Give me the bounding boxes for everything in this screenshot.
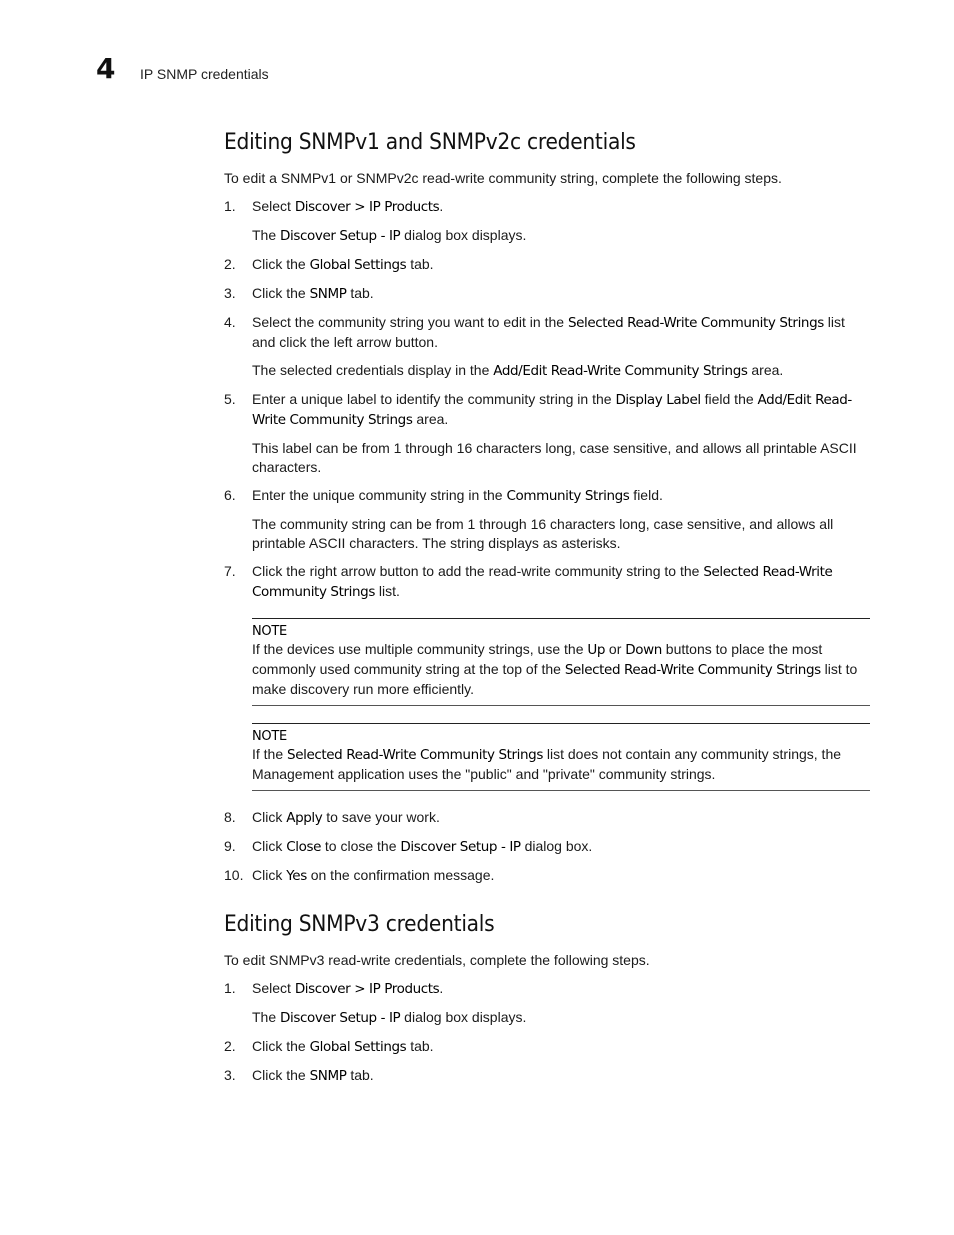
section-intro: To edit SNMPv3 read-write credentials, complete the following steps. xyxy=(224,952,650,968)
step-text: tab. xyxy=(346,1067,374,1083)
note-span: list to make discovery run more efficiently. xyxy=(252,661,858,697)
step-text: Click the xyxy=(252,1067,310,1083)
step-3 xyxy=(224,1066,870,1086)
document-body xyxy=(224,130,870,1095)
ui-term: Discover > IP Products xyxy=(294,199,440,215)
step-number: 7. xyxy=(224,563,236,579)
ui-term: Down xyxy=(625,642,662,658)
step-number: 8. xyxy=(224,809,236,825)
running-header: IP SNMP credentials xyxy=(140,66,269,82)
ui-term: Community Strings xyxy=(506,488,630,504)
step-text: Click the xyxy=(252,256,310,272)
step-number: 3. xyxy=(224,285,236,301)
ui-term: Close xyxy=(286,839,322,855)
step-text: Click the right arrow button to add the read-write community string to the xyxy=(252,563,704,579)
step-detail: This label can be from 1 through 16 characters long, case sensitive, and allows all printable ASCII characters. xyxy=(252,440,857,475)
section-title: Editing SNMPv1 and SNMPv2c credentials xyxy=(224,130,636,155)
ui-term: SNMP xyxy=(309,286,347,302)
step-result xyxy=(252,361,870,381)
note-text xyxy=(252,640,870,699)
ui-term: Discover Setup - IP xyxy=(280,228,401,244)
step-text: The selected credentials display in the xyxy=(252,362,494,378)
note-box xyxy=(252,618,870,706)
step-5 xyxy=(224,390,870,477)
note-span: or xyxy=(605,641,626,657)
step-text: field the xyxy=(700,391,758,407)
step-text: . xyxy=(439,198,444,214)
ui-term: Add/Edit Read-Write Community Strings xyxy=(252,392,852,428)
step-number: 5. xyxy=(224,391,236,407)
step-text: Select xyxy=(252,198,295,214)
step-text: The xyxy=(252,1009,281,1025)
step-text: on the confirmation message. xyxy=(306,867,495,883)
step-text: Click xyxy=(252,838,287,854)
section-snmpv3 xyxy=(224,912,870,1086)
step-text: to save your work. xyxy=(322,809,440,825)
step-text: Click xyxy=(252,867,287,883)
note-span: If the devices use multiple community strings, use the xyxy=(252,641,588,657)
step-number: 9. xyxy=(224,838,236,854)
step-text: field. xyxy=(629,487,663,503)
step-text: area. xyxy=(412,411,449,427)
step-1 xyxy=(224,197,870,246)
step-number: 2. xyxy=(224,1038,236,1054)
step-1 xyxy=(224,979,870,1028)
note-span: If the xyxy=(252,746,288,762)
step-7 xyxy=(224,562,870,791)
step-number: 10. xyxy=(224,867,244,883)
step-number: 6. xyxy=(224,487,236,503)
ui-term: Selected Read-Write Community Strings xyxy=(567,315,824,331)
ui-term: Yes xyxy=(286,868,307,884)
step-text: tab. xyxy=(406,1038,434,1054)
step-2 xyxy=(224,255,870,275)
step-text: list and click the left arrow button. xyxy=(252,314,845,350)
step-6 xyxy=(224,486,870,553)
ui-term: Add/Edit Read-Write Community Strings xyxy=(493,363,748,379)
step-text: . xyxy=(439,980,444,996)
step-text: Click xyxy=(252,809,287,825)
step-text: The xyxy=(252,227,281,243)
step-number: 1. xyxy=(224,980,236,996)
note-span: buttons to place the most commonly used community string at the top of the xyxy=(252,641,823,677)
ui-term: Discover Setup - IP xyxy=(400,839,521,855)
procedure-list xyxy=(224,979,870,1086)
step-text: tab. xyxy=(406,256,434,272)
ui-term: SNMP xyxy=(309,1068,347,1084)
ui-term: Selected Read-Write Community Strings xyxy=(287,747,543,763)
step-text: Select xyxy=(252,980,295,996)
section-snmpv1-v2c xyxy=(224,130,870,886)
step-text: Click the xyxy=(252,1038,310,1054)
step-text: Enter a unique label to identify the community string in the xyxy=(252,391,616,407)
step-text: area. xyxy=(747,362,784,378)
step-text: to close the xyxy=(321,838,401,854)
step-result xyxy=(252,226,870,246)
step-text: dialog box displays. xyxy=(400,227,527,243)
step-9 xyxy=(224,837,870,857)
procedure-list xyxy=(224,197,870,886)
ui-term: Global Settings xyxy=(309,1039,407,1055)
chapter-number: 4 xyxy=(96,52,116,85)
ui-term: Selected Read-Write Community Strings xyxy=(252,564,833,600)
step-3 xyxy=(224,284,870,304)
step-text: tab. xyxy=(346,285,374,301)
ui-term: Up xyxy=(587,642,606,658)
step-number: 4. xyxy=(224,314,236,330)
note-box xyxy=(252,723,870,791)
note-title: NOTE xyxy=(252,624,287,639)
step-number: 3. xyxy=(224,1067,236,1083)
step-text: dialog box displays. xyxy=(400,1009,527,1025)
step-4 xyxy=(224,313,870,381)
section-title: Editing SNMPv3 credentials xyxy=(224,912,495,937)
step-10 xyxy=(224,866,870,886)
ui-term: Discover > IP Products xyxy=(294,981,440,997)
ui-term: Display Label xyxy=(615,392,701,408)
step-text: Enter the unique community string in the xyxy=(252,487,507,503)
note-title: NOTE xyxy=(252,729,287,744)
step-text: dialog box. xyxy=(520,838,593,854)
ui-term: Selected Read-Write Community Strings xyxy=(564,662,821,678)
step-text: Select the community string you want to edit in the xyxy=(252,314,568,330)
ui-term: Global Settings xyxy=(309,257,407,273)
step-detail: The community string can be from 1 through 16 characters long, case sensitive, and allows all printable ASCII characters. The string displays as asterisks. xyxy=(252,516,834,551)
step-text: list. xyxy=(374,583,400,599)
step-number: 1. xyxy=(224,198,236,214)
note-span: list does not contain any community strings, the Management application uses the "public" and "private" community strings. xyxy=(252,746,842,782)
section-intro: To edit a SNMPv1 or SNMPv2c read-write community string, complete the following steps. xyxy=(224,170,782,186)
step-8 xyxy=(224,808,870,828)
step-result xyxy=(252,1008,870,1028)
note-text xyxy=(252,745,870,784)
step-text: Click the xyxy=(252,285,310,301)
step-2 xyxy=(224,1037,870,1057)
ui-term: Discover Setup - IP xyxy=(280,1010,401,1026)
ui-term: Apply xyxy=(286,810,323,826)
step-number: 2. xyxy=(224,256,236,272)
